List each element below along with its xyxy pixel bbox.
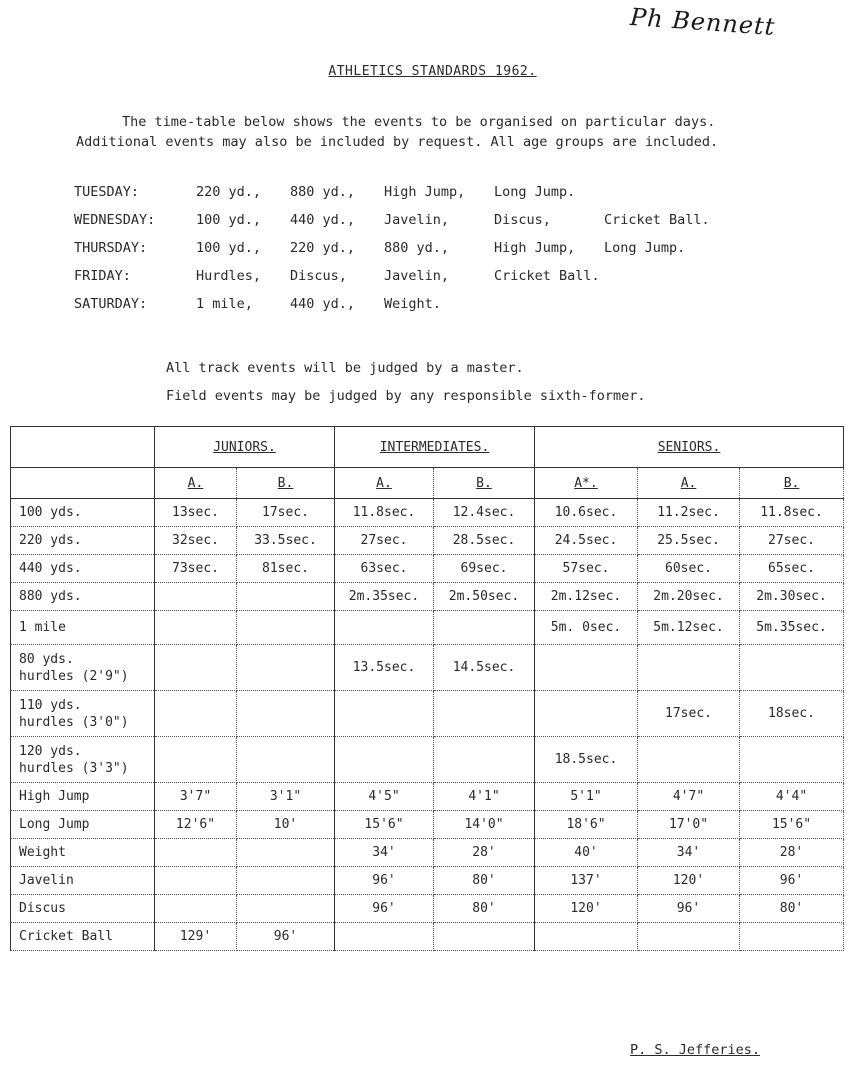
event-label-detail: hurdles (3'3") <box>19 760 129 776</box>
group-header-row <box>11 427 844 468</box>
event-label-detail: hurdles (3'0") <box>19 714 129 730</box>
standard-value: 5m.12sec. <box>638 611 740 645</box>
event-name <box>11 611 155 645</box>
standard-value: 80' <box>434 895 535 923</box>
standard-value <box>237 583 335 611</box>
event-name <box>11 645 155 691</box>
timetable-event: 100 yd., <box>196 240 262 256</box>
standard-value: 5'1" <box>535 783 638 811</box>
timetable-event: 880 yd., <box>384 240 450 256</box>
standard-value: 129' <box>155 923 237 951</box>
table-row <box>11 839 844 867</box>
standard-value: 4'4" <box>740 783 844 811</box>
subgroup-header: B. <box>434 468 535 499</box>
standard-value: 3'1" <box>237 783 335 811</box>
standard-value <box>155 691 237 737</box>
event-label: Javelin <box>19 873 74 888</box>
standard-value: 18sec. <box>740 691 844 737</box>
standard-value: 15'6" <box>740 811 844 839</box>
timetable-day: SATURDAY: <box>74 296 148 312</box>
event-label: 440 yds. <box>19 561 82 576</box>
timetable-event: High Jump, <box>494 240 576 256</box>
event-timetable <box>74 184 714 324</box>
standard-value: 96' <box>335 867 434 895</box>
note-field: Field events may be judged by any responsible sixth-former. <box>166 388 646 404</box>
standard-value <box>638 923 740 951</box>
standard-value <box>237 867 335 895</box>
group-header: SENIORS. <box>535 427 844 468</box>
standard-value: 40' <box>535 839 638 867</box>
standard-value: 10' <box>237 811 335 839</box>
standard-value: 17sec. <box>237 499 335 527</box>
standard-value: 28' <box>434 839 535 867</box>
timetable-event: 440 yd., <box>290 212 356 228</box>
table-row <box>11 895 844 923</box>
standard-value: 2m.12sec. <box>535 583 638 611</box>
standard-value: 57sec. <box>535 555 638 583</box>
table-row <box>11 645 844 691</box>
standard-value: 12'6" <box>155 811 237 839</box>
standard-value: 18.5sec. <box>535 737 638 783</box>
event-name <box>11 555 155 583</box>
event-name <box>11 867 155 895</box>
timetable-event: 220 yd., <box>290 240 356 256</box>
standard-value: 32sec. <box>155 527 237 555</box>
timetable-row <box>74 240 714 268</box>
timetable-event: Cricket Ball. <box>604 212 710 228</box>
event-name <box>11 583 155 611</box>
standard-value: 137' <box>535 867 638 895</box>
subgroup-header: A. <box>335 468 434 499</box>
table-row <box>11 783 844 811</box>
timetable-event: Javelin, <box>384 268 450 284</box>
standard-value <box>155 583 237 611</box>
standard-value: 4'7" <box>638 783 740 811</box>
timetable-event: High Jump, <box>384 184 466 200</box>
timetable-day: WEDNESDAY: <box>74 212 156 228</box>
table-row <box>11 583 844 611</box>
table-row <box>11 527 844 555</box>
standard-value <box>237 611 335 645</box>
signoff-name: P. S. Jefferies. <box>630 1042 761 1058</box>
standard-value: 28' <box>740 839 844 867</box>
group-header: JUNIORS. <box>155 427 335 468</box>
standard-value: 2m.50sec. <box>434 583 535 611</box>
standard-value <box>237 895 335 923</box>
timetable-event: Cricket Ball. <box>494 268 600 284</box>
timetable-day: FRIDAY: <box>74 268 131 284</box>
standard-value <box>638 737 740 783</box>
standard-value: 120' <box>638 867 740 895</box>
standard-value <box>434 611 535 645</box>
subgroup-header-row <box>11 468 844 499</box>
standard-value <box>335 923 434 951</box>
table-row <box>11 691 844 737</box>
timetable-event: Discus, <box>494 212 551 228</box>
event-label: 80 yds. <box>19 651 74 667</box>
timetable-event: Hurdles, <box>196 268 262 284</box>
standard-value <box>155 611 237 645</box>
standard-value: 80' <box>434 867 535 895</box>
standard-value: 27sec. <box>740 527 844 555</box>
standard-value: 2m.30sec. <box>740 583 844 611</box>
timetable-event: Long Jump. <box>494 184 576 200</box>
standard-value: 25.5sec. <box>638 527 740 555</box>
standard-value: 80' <box>740 895 844 923</box>
subgroup-header: A*. <box>535 468 638 499</box>
standard-value <box>237 839 335 867</box>
standard-value: 69sec. <box>434 555 535 583</box>
standard-value: 18'6" <box>535 811 638 839</box>
standard-value: 14'0" <box>434 811 535 839</box>
table-row <box>11 611 844 645</box>
timetable-event: Weight. <box>384 296 441 312</box>
header-blank-cell <box>11 468 155 499</box>
standard-value: 96' <box>335 895 434 923</box>
event-label: Long Jump <box>19 817 90 832</box>
timetable-day: THURSDAY: <box>74 240 148 256</box>
header-blank-cell <box>11 427 155 468</box>
timetable-row <box>74 184 714 212</box>
event-name <box>11 737 155 783</box>
standard-value: 63sec. <box>335 555 434 583</box>
standard-value <box>237 737 335 783</box>
standard-value: 65sec. <box>740 555 844 583</box>
standard-value <box>155 737 237 783</box>
event-label: 880 yds. <box>19 589 82 604</box>
table-row <box>11 555 844 583</box>
intro-line-1: The time-table below shows the events to be organised on particular days. <box>122 114 716 130</box>
timetable-event: Discus, <box>290 268 347 284</box>
standard-value: 5m. 0sec. <box>535 611 638 645</box>
timetable-event: 100 yd., <box>196 212 262 228</box>
standard-value: 2m.20sec. <box>638 583 740 611</box>
standard-value <box>335 691 434 737</box>
table-row <box>11 811 844 839</box>
intro-paragraph <box>76 112 836 152</box>
subgroup-header: A. <box>638 468 740 499</box>
standard-value <box>155 645 237 691</box>
subgroup-header: A. <box>155 468 237 499</box>
standard-value <box>434 691 535 737</box>
subgroup-header: B. <box>237 468 335 499</box>
event-name <box>11 811 155 839</box>
event-name <box>11 923 155 951</box>
standard-value: 17'0" <box>638 811 740 839</box>
note-track: All track events will be judged by a master. <box>166 360 524 376</box>
standard-value: 12.4sec. <box>434 499 535 527</box>
event-label: 120 yds. <box>19 743 82 759</box>
standard-value: 81sec. <box>237 555 335 583</box>
event-label: 220 yds. <box>19 533 82 548</box>
standard-value: 28.5sec. <box>434 527 535 555</box>
standard-value: 13.5sec. <box>335 645 434 691</box>
timetable-event: 440 yd., <box>290 296 356 312</box>
timetable-event: 1 mile, <box>196 296 253 312</box>
standard-value: 96' <box>237 923 335 951</box>
event-label: High Jump <box>19 789 90 804</box>
timetable-event: Javelin, <box>384 212 450 228</box>
standard-value <box>535 923 638 951</box>
standard-value: 2m.35sec. <box>335 583 434 611</box>
standard-value <box>155 895 237 923</box>
event-label: Discus <box>19 901 66 916</box>
table-row <box>11 737 844 783</box>
timetable-event: Long Jump. <box>604 240 686 256</box>
event-name <box>11 783 155 811</box>
timetable-row <box>74 268 714 296</box>
event-label: 1 mile <box>19 620 66 635</box>
standard-value: 10.6sec. <box>535 499 638 527</box>
event-name <box>11 895 155 923</box>
standard-value: 60sec. <box>638 555 740 583</box>
event-name <box>11 691 155 737</box>
standard-value <box>434 737 535 783</box>
subgroup-header: B. <box>740 468 844 499</box>
standard-value <box>155 839 237 867</box>
standard-value: 34' <box>335 839 434 867</box>
event-label: 100 yds. <box>19 505 82 520</box>
handwritten-signature: Ph Bennett <box>629 2 777 42</box>
standard-value <box>434 923 535 951</box>
standard-value <box>740 737 844 783</box>
standard-value: 96' <box>638 895 740 923</box>
judging-notes <box>166 354 646 410</box>
standard-value <box>335 737 434 783</box>
page-title: ATHLETICS STANDARDS 1962. <box>328 64 537 79</box>
standards-table <box>10 426 844 951</box>
event-label: 110 yds. <box>19 697 82 713</box>
standard-value: 120' <box>535 895 638 923</box>
table-row <box>11 499 844 527</box>
standard-value <box>535 645 638 691</box>
standard-value <box>535 691 638 737</box>
table-row <box>11 923 844 951</box>
event-label: Weight <box>19 845 66 860</box>
standard-value: 13sec. <box>155 499 237 527</box>
standard-value: 24.5sec. <box>535 527 638 555</box>
standard-value: 4'1" <box>434 783 535 811</box>
timetable-event: 880 yd., <box>290 184 356 200</box>
event-label: Cricket Ball <box>19 929 113 944</box>
standard-value <box>335 611 434 645</box>
event-name <box>11 499 155 527</box>
standard-value: 11.8sec. <box>335 499 434 527</box>
standard-value <box>237 645 335 691</box>
timetable-row <box>74 296 714 324</box>
standard-value: 33.5sec. <box>237 527 335 555</box>
standard-value: 27sec. <box>335 527 434 555</box>
standard-value: 15'6" <box>335 811 434 839</box>
standard-value <box>237 691 335 737</box>
intro-line-2: Additional events may also be included by request. All age groups are included. <box>76 134 719 150</box>
standard-value <box>155 867 237 895</box>
standard-value: 96' <box>740 867 844 895</box>
standard-value: 5m.35sec. <box>740 611 844 645</box>
standard-value <box>740 923 844 951</box>
table-row <box>11 867 844 895</box>
timetable-row <box>74 212 714 240</box>
standard-value: 17sec. <box>638 691 740 737</box>
standard-value <box>638 645 740 691</box>
event-label-detail: hurdles (2'9") <box>19 668 129 684</box>
timetable-day: TUESDAY: <box>74 184 140 200</box>
event-name <box>11 839 155 867</box>
standard-value: 73sec. <box>155 555 237 583</box>
event-name <box>11 527 155 555</box>
standard-value: 34' <box>638 839 740 867</box>
standard-value: 4'5" <box>335 783 434 811</box>
timetable-event: 220 yd., <box>196 184 262 200</box>
standard-value <box>740 645 844 691</box>
standard-value: 11.2sec. <box>638 499 740 527</box>
standard-value: 3'7" <box>155 783 237 811</box>
standard-value: 11.8sec. <box>740 499 844 527</box>
standard-value: 14.5sec. <box>434 645 535 691</box>
group-header: INTERMEDIATES. <box>335 427 535 468</box>
